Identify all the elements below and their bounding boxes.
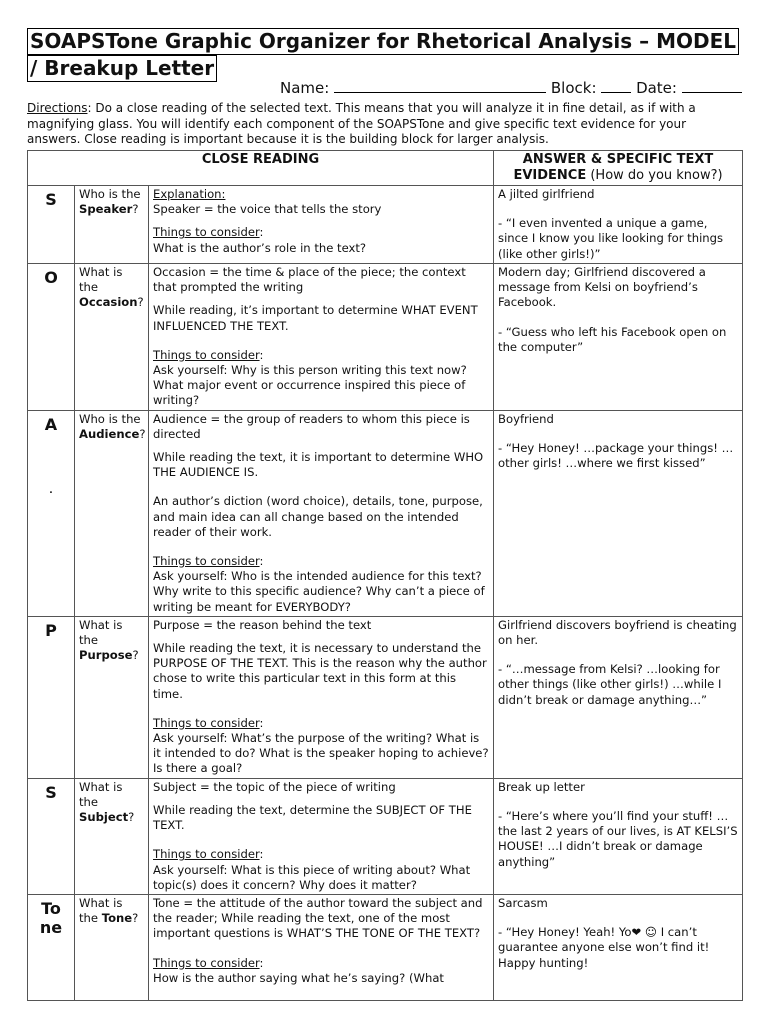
close-reading-cell: Occasion = the time & place of the piece; the context that prompted the writing While reading, it’s important to determine WHAT EVENT INFLUENCED THE TEXT. Things to consider: Ask yourself: Why is this person writing this text now? What major event or occurrence inspired this piece of writing? bbox=[149, 264, 494, 411]
row-letter: O bbox=[28, 264, 75, 411]
table-header-row bbox=[28, 151, 743, 186]
answer-cell: Modern day; Girlfriend discovered a message from Kelsi on boyfriend’s Facebook. - “Guess who left his Facebook open on the computer” bbox=[494, 264, 743, 411]
answer-cell: A jilted girlfriend - “I even invented a unique a game, since I know you like looking for things (like other girls!)” bbox=[494, 186, 743, 264]
soapstone-table bbox=[27, 150, 743, 1001]
directions bbox=[27, 101, 741, 148]
table-row bbox=[28, 410, 743, 616]
answer-cell: Sarcasm - “Hey Honey! Yeah! Yo❤ ☺ I can’t guarantee anyone else won’t find it! Happy hunting! bbox=[494, 894, 743, 1000]
close-reading-cell: Explanation: Speaker = the voice that tells the story Things to consider: What is the author’s role in the text? bbox=[149, 186, 494, 264]
answer-header bbox=[494, 151, 743, 186]
row-question: What is the Subject? bbox=[75, 778, 149, 894]
title-line-2: / Breakup Letter bbox=[27, 55, 217, 82]
row-question: What is the Tone? bbox=[75, 894, 149, 1000]
table-row bbox=[28, 778, 743, 894]
close-reading-cell: Tone = the attitude of the author toward the subject and the reader; While reading the text, one of the most important questions is WHAT’S THE TONE OF THE TEXT? Things to consider: How is the author saying what he’s saying? (What bbox=[149, 894, 494, 1000]
name-label: Name: bbox=[280, 79, 330, 97]
title-line-1: SOAPSTone Graphic Organizer for Rhetorical Analysis – MODEL bbox=[27, 28, 739, 55]
name-field[interactable] bbox=[334, 78, 546, 93]
block-label: Block: bbox=[550, 79, 597, 97]
answer-header-note: (How do you know?) bbox=[586, 168, 723, 183]
row-letter: S bbox=[28, 186, 75, 264]
table-row bbox=[28, 264, 743, 411]
directions-label: Directions bbox=[27, 101, 88, 115]
answer-cell: Girlfriend discovers boyfriend is cheating on her. - “…message from Kelsi? …looking for other things (like other girls!) …while I didn’t break or damage anything…” bbox=[494, 616, 743, 778]
block-field[interactable] bbox=[601, 78, 631, 93]
row-question: Who is the Audience? bbox=[75, 410, 149, 616]
row-question: What is the Purpose? bbox=[75, 616, 149, 778]
directions-text: : Do a close reading of the selected text. This means that you will analyze it in fine detail, as if with a magnifying glass. You will identify each component of the SOAPSTone and give specific text evidence for your answers. Close reading is important because it is the building block for larger analysis. bbox=[27, 101, 696, 146]
table-row bbox=[28, 186, 743, 264]
close-reading-header: CLOSE READING bbox=[28, 151, 494, 186]
close-reading-cell: Audience = the group of readers to whom this piece is directed While reading the text, it is important to determine WHO THE AUDIENCE IS. An author’s diction (word choice), details, tone, purpose, and main idea can all change based on the intended reader of their work. Things to consider: Ask yourself: Who is the intended audience for this text? Why write to this specific audience? Why can’t a piece of writing be meant for EVERYBODY? bbox=[149, 410, 494, 616]
date-field[interactable] bbox=[682, 78, 742, 93]
answer-header-bold: ANSWER & SPECIFIC TEXT EVIDENCE bbox=[513, 152, 714, 183]
answer-cell: Break up letter - “Here’s where you’ll find your stuff! …the last 2 years of our lives, is AT KELSI’S HOUSE! …I didn’t break or damage anything” bbox=[494, 778, 743, 894]
row-question: Who is the Speaker? bbox=[75, 186, 149, 264]
table-row bbox=[28, 894, 743, 1000]
row-letter: A . bbox=[28, 410, 75, 616]
close-reading-cell: Purpose = the reason behind the text While reading the text, it is necessary to understand the PURPOSE OF THE TEXT. This is the reason why the author chose to write this particular text in this form at this time. Things to consider: Ask yourself: What’s the purpose of the writing? What is it intended to do? What is the speaker hoping to achieve? Is there a goal? bbox=[149, 616, 494, 778]
row-letter: S bbox=[28, 778, 75, 894]
student-info-fields bbox=[280, 78, 742, 97]
date-label: Date: bbox=[636, 79, 677, 97]
answer-cell: Boyfriend - “Hey Honey! …package your things! …other girls! …where we first kissed” bbox=[494, 410, 743, 616]
page-title bbox=[27, 28, 739, 82]
row-question: What is the Occasion? bbox=[75, 264, 149, 411]
row-letter: P bbox=[28, 616, 75, 778]
table-row bbox=[28, 616, 743, 778]
close-reading-cell: Subject = the topic of the piece of writing While reading the text, determine the SUBJECT OF THE TEXT. Things to consider: Ask yourself: What is this piece of writing about? What topic(s) does it concern? Why does it matter? bbox=[149, 778, 494, 894]
row-letter: To ne bbox=[28, 894, 75, 1000]
